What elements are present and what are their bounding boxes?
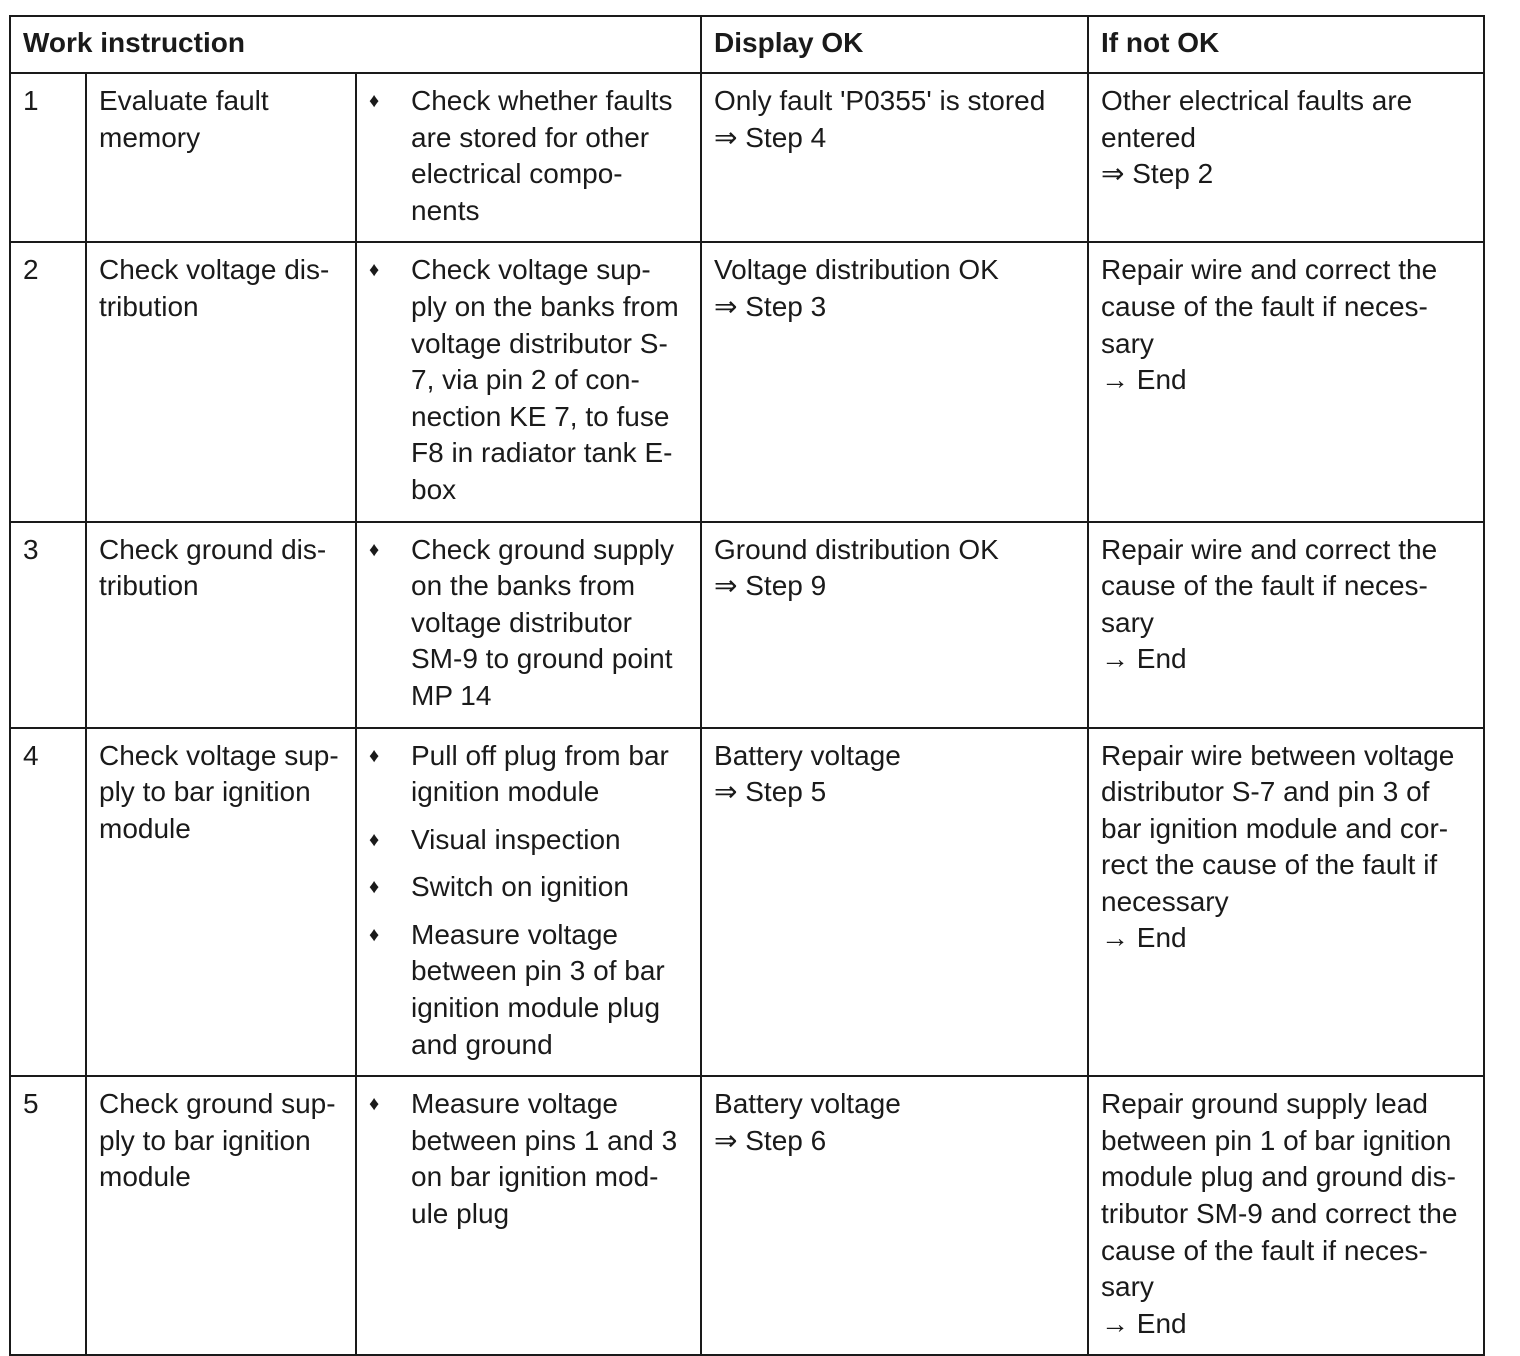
step-number-text: 1 bbox=[23, 85, 39, 116]
step-number bbox=[10, 73, 86, 242]
display-ok-next-step: ⇒ Step 6 bbox=[714, 1124, 827, 1156]
instruction-step bbox=[369, 1086, 692, 1232]
step-number bbox=[10, 728, 86, 1077]
diamond-bullet-icon: ♦ bbox=[369, 259, 380, 282]
task-title-text: Check ground sup- ply to bar ignition module bbox=[99, 1088, 336, 1193]
display-ok-cell bbox=[701, 73, 1088, 242]
task-title-text: Check voltage sup- ply to bar ignition module bbox=[99, 739, 339, 844]
display-ok-cell bbox=[701, 522, 1088, 728]
display-ok-next-step: ⇒ Step 3 bbox=[714, 290, 827, 322]
if-not-ok-cell bbox=[1088, 522, 1484, 728]
if-not-ok-cell bbox=[1088, 1076, 1484, 1355]
if-not-ok-next-step: → End bbox=[1101, 643, 1187, 675]
diamond-bullet-icon: ♦ bbox=[369, 923, 380, 946]
step-list bbox=[369, 83, 692, 229]
if-not-ok-next-step: ⇒ Step 2 bbox=[1101, 158, 1214, 190]
if-not-ok-cell bbox=[1088, 242, 1484, 521]
if-not-ok-action: Repair wire and correct the cause of the fault if neces- sary bbox=[1101, 533, 1438, 638]
display-ok-cell bbox=[701, 242, 1088, 521]
step-number bbox=[10, 522, 86, 728]
display-ok-result: Ground distribution OK bbox=[714, 533, 999, 565]
instruction-step-text: Switch on ignition bbox=[411, 871, 629, 903]
instruction-step bbox=[369, 738, 692, 811]
display-ok-result: Battery voltage bbox=[714, 1088, 901, 1120]
task-title bbox=[86, 242, 356, 521]
diamond-bullet-icon: ♦ bbox=[369, 876, 380, 899]
if-not-ok-action: Repair ground supply lead between pin 1 of bar ignition module plug and ground dis- tributor SM-9 and correct the cause of the fault if neces- sary bbox=[1101, 1088, 1458, 1303]
display-ok-result: Voltage distribution OK bbox=[714, 254, 999, 286]
task-title bbox=[86, 522, 356, 728]
if-not-ok-next-step: → End bbox=[1101, 922, 1187, 954]
instruction-step-text: Check ground supply on the banks from voltage distributor SM-9 to ground point MP 14 bbox=[411, 533, 675, 711]
instruction-step bbox=[369, 869, 692, 906]
header-if-not-ok: If not OK bbox=[1088, 16, 1484, 73]
diamond-bullet-icon: ♦ bbox=[369, 744, 380, 767]
table-row bbox=[10, 73, 1484, 242]
instruction-step-text: Check whether faults are stored for other electrical compo- nents bbox=[411, 85, 673, 226]
step-number-text: 3 bbox=[23, 533, 39, 565]
task-title bbox=[86, 728, 356, 1077]
header-display-ok: Display OK bbox=[701, 16, 1088, 73]
diamond-bullet-icon: ♦ bbox=[369, 1093, 380, 1116]
instruction-step-text: Measure voltage between pin 3 of bar ignition module plug and ground bbox=[411, 918, 665, 1060]
task-title-text: Check voltage dis- tribution bbox=[99, 254, 330, 322]
instruction-step bbox=[369, 822, 692, 859]
instruction-step bbox=[369, 252, 692, 508]
instruction-step bbox=[369, 83, 692, 229]
instruction-step-text: Pull off plug from bar ignition module bbox=[411, 739, 669, 808]
table-row bbox=[10, 242, 1484, 521]
instruction-steps bbox=[356, 73, 701, 242]
diamond-bullet-icon: ♦ bbox=[369, 90, 380, 112]
diamond-bullet-icon: ♦ bbox=[369, 828, 380, 851]
step-number bbox=[10, 1076, 86, 1355]
step-number bbox=[10, 242, 86, 521]
if-not-ok-cell bbox=[1088, 728, 1484, 1077]
table-body bbox=[10, 73, 1484, 1355]
header-row bbox=[10, 16, 1484, 73]
instruction-steps bbox=[356, 728, 701, 1077]
if-not-ok-cell bbox=[1088, 73, 1484, 242]
step-list bbox=[369, 252, 692, 508]
task-title-text: Check ground dis- tribution bbox=[99, 533, 327, 602]
instruction-step bbox=[369, 917, 692, 1063]
display-ok-result: Only fault 'P0355' is stored bbox=[714, 85, 1046, 116]
task-title-text: Evaluate fault memory bbox=[99, 85, 269, 153]
step-list bbox=[369, 738, 692, 1064]
instruction-step bbox=[369, 532, 692, 715]
step-number-text: 2 bbox=[23, 254, 39, 286]
if-not-ok-action: Other electrical faults are entered bbox=[1101, 85, 1413, 153]
if-not-ok-next-step: → End bbox=[1101, 364, 1187, 396]
instruction-step-text: Visual inspection bbox=[411, 823, 621, 855]
table-row bbox=[10, 522, 1484, 728]
task-title bbox=[86, 1076, 356, 1355]
task-title bbox=[86, 73, 356, 242]
display-ok-result: Battery voltage bbox=[714, 739, 901, 771]
instruction-steps bbox=[356, 242, 701, 521]
display-ok-next-step: ⇒ Step 4 bbox=[714, 121, 827, 153]
instruction-steps bbox=[356, 522, 701, 728]
display-ok-cell bbox=[701, 1076, 1088, 1355]
table-row bbox=[10, 1076, 1484, 1355]
display-ok-next-step: ⇒ Step 9 bbox=[714, 570, 827, 602]
step-number-text: 4 bbox=[23, 739, 39, 771]
work-instruction-table bbox=[9, 15, 1485, 1356]
instruction-step-text: Check voltage sup- ply on the banks from voltage distributor S- 7, via pin 2 of con- nection KE 7, to fuse F8 in radiator tank E- box bbox=[411, 254, 679, 505]
step-list bbox=[369, 1086, 692, 1232]
step-number-text: 5 bbox=[23, 1088, 39, 1120]
if-not-ok-action: Repair wire between voltage distributor S-7 and pin 3 of bar ignition module and cor- rect the cause of the fault if necessary bbox=[1101, 739, 1455, 917]
instruction-step-text: Measure voltage between pins 1 and 3 on bar ignition mod- ule plug bbox=[411, 1088, 678, 1230]
instruction-steps bbox=[356, 1076, 701, 1355]
display-ok-next-step: ⇒ Step 5 bbox=[714, 776, 827, 808]
step-list bbox=[369, 532, 692, 715]
table-row bbox=[10, 728, 1484, 1077]
header-work-instruction: Work instruction bbox=[10, 16, 701, 73]
display-ok-cell bbox=[701, 728, 1088, 1077]
if-not-ok-action: Repair wire and correct the cause of the fault if neces- sary bbox=[1101, 254, 1438, 359]
diamond-bullet-icon: ♦ bbox=[369, 538, 380, 561]
if-not-ok-next-step: → End bbox=[1101, 1307, 1187, 1339]
